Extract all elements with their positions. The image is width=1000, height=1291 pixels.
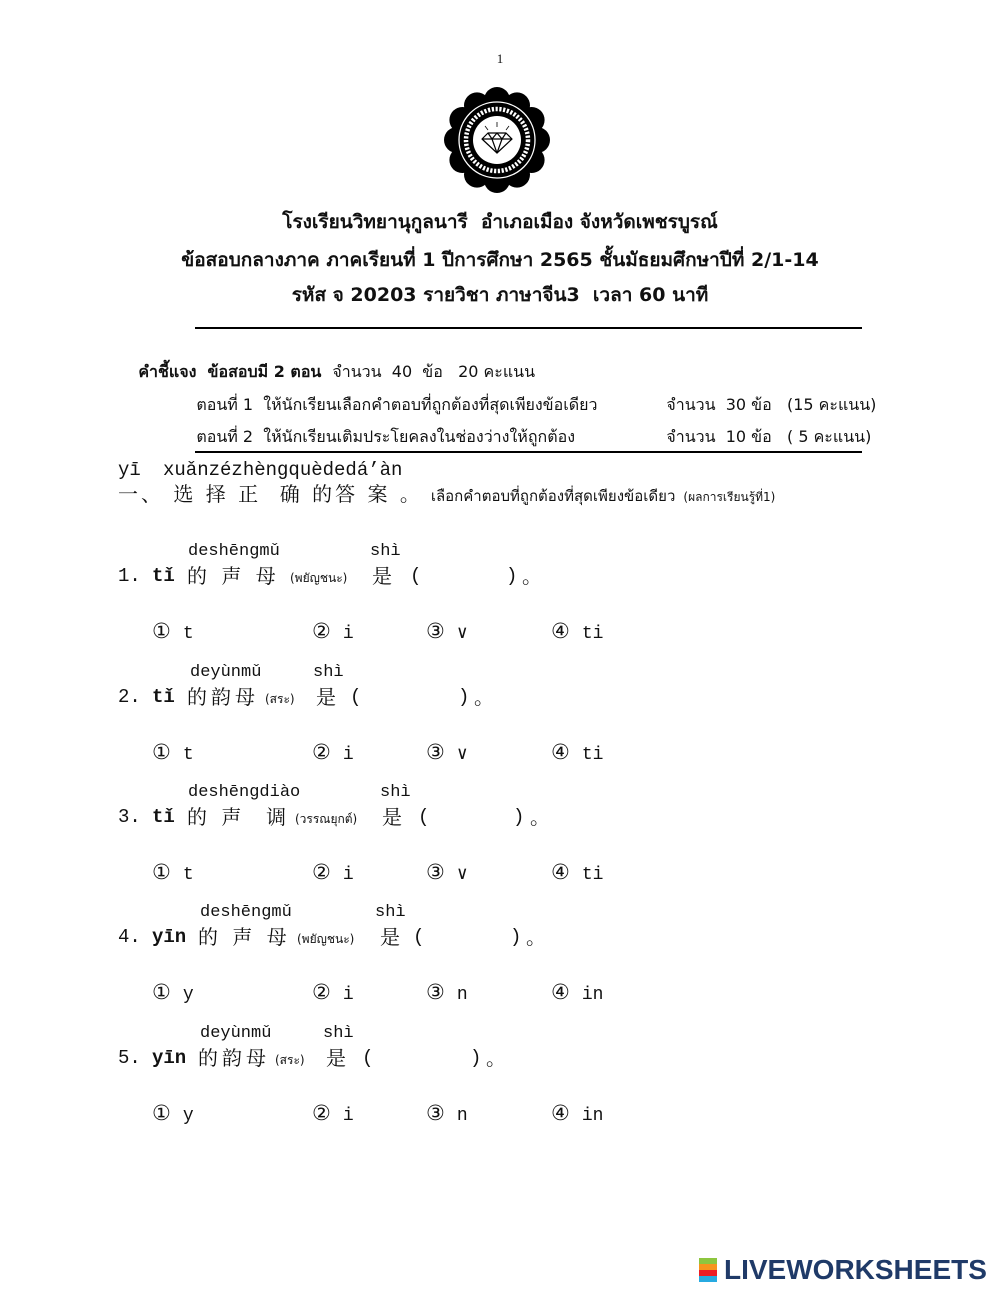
option-text: ti: [581, 624, 604, 644]
question-5: [0, 1022, 1000, 1132]
pinyin-annotation: shì: [323, 1024, 354, 1043]
option-marker: ④: [551, 980, 570, 1004]
section-title-chinese: 一、 选 择 正 确 的答 案 。: [118, 482, 423, 506]
chinese-verb: 是: [382, 805, 406, 829]
option-text: ∨: [456, 745, 468, 765]
pinyin-annotation: deshēngmǔ: [188, 542, 280, 561]
part-description: ตอนที่ 1 ให้นักเรียนเลือกคำตอบที่ถูกต้องที่สุดเพียงข้อเดียว: [196, 395, 598, 414]
pinyin-annotation: shì: [375, 903, 406, 922]
answer-blank[interactable]: [427, 925, 504, 949]
option-marker: ①: [152, 860, 171, 884]
option-marker: ①: [152, 980, 171, 1004]
chinese-verb: 是: [326, 1046, 350, 1070]
option-text: i: [342, 1106, 354, 1126]
option-text: i: [342, 745, 354, 765]
option-marker: ④: [551, 619, 570, 643]
section-heading: [118, 479, 775, 509]
option-marker: ①: [152, 740, 171, 764]
divider-bottom: [195, 451, 862, 453]
pinyin-syllable: tǐ: [152, 686, 175, 708]
option-marker: ③: [426, 1101, 445, 1125]
thai-gloss: (สระ): [275, 1053, 305, 1067]
learning-outcome-note: (ผลการเรียนรู้ที่1): [683, 490, 776, 504]
full-stop: 。: [486, 1046, 510, 1070]
full-stop: 。: [526, 925, 550, 949]
option-marker: ②: [312, 980, 331, 1004]
thai-gloss: (วรรณยุกต์): [295, 812, 358, 826]
option-marker: ④: [551, 860, 570, 884]
option-text: t: [182, 865, 194, 885]
option-4: [551, 1098, 603, 1128]
option-3: [426, 616, 468, 646]
chinese-text: 的韵母: [198, 1046, 270, 1070]
pinyin-syllable: yīn: [152, 1047, 187, 1069]
section-pinyin-title: xuǎnzézhèngquèdedá’àn: [163, 459, 403, 481]
chinese-text: 的 声 母: [187, 564, 280, 588]
chinese-text: 的 声 母: [198, 925, 291, 949]
option-text: n: [456, 1106, 468, 1126]
option-marker: ①: [152, 619, 171, 643]
option-text: n: [456, 985, 468, 1005]
full-stop: 。: [530, 805, 554, 829]
option-1: [152, 977, 194, 1007]
option-1: [152, 616, 194, 646]
option-text: i: [342, 624, 354, 644]
option-marker: ③: [426, 980, 445, 1004]
blank-close-paren: ): [458, 686, 470, 708]
liveworksheets-logo-link[interactable]: [697, 1255, 987, 1285]
liveworksheets-wordmark: LIVEWORKSHEETS: [724, 1254, 987, 1285]
pinyin-annotation: deshēngmǔ: [200, 903, 292, 922]
option-1: [152, 857, 194, 887]
chinese-verb: 是: [372, 564, 396, 588]
chinese-text: 的韵母: [187, 685, 259, 709]
option-text: in: [581, 1106, 604, 1126]
question-4: [0, 901, 1000, 1011]
option-2: [312, 737, 354, 767]
question-3: [0, 781, 1000, 891]
option-3: [426, 1098, 468, 1128]
option-text: t: [182, 624, 194, 644]
option-4: [551, 616, 603, 646]
pinyin-annotation: deyùnmǔ: [190, 663, 262, 682]
option-3: [426, 737, 468, 767]
option-marker: ③: [426, 860, 445, 884]
blank-open-paren: (: [413, 926, 425, 948]
liveworksheets-icon: [697, 1257, 719, 1283]
option-1: [152, 737, 194, 767]
question-number: 5.: [118, 1047, 141, 1069]
option-4: [551, 977, 603, 1007]
chinese-text: 的 声 调: [187, 805, 291, 829]
exam-title: ข้อสอบกลางภาค ภาคเรียนที่ 1 ปีการศึกษา 2565 ชั้นมัธยมศึกษาปีที่ 2/1-14: [181, 249, 819, 271]
option-2: [312, 977, 354, 1007]
blank-open-paren: (: [418, 806, 430, 828]
blank-close-paren: ): [506, 565, 518, 587]
option-3: [426, 857, 468, 887]
option-text: in: [581, 985, 604, 1005]
pinyin-annotation: shì: [370, 542, 401, 561]
part-count: จำนวน 10 ข้อ ( 5 คะแนน): [666, 427, 872, 446]
option-text: y: [182, 985, 194, 1005]
blank-close-paren: ): [513, 806, 525, 828]
page-number: 1: [496, 51, 504, 66]
full-stop: 。: [522, 564, 546, 588]
question-number: 3.: [118, 806, 141, 828]
pinyin-annotation: shì: [313, 663, 344, 682]
section-title-thai: เลือกคำตอบที่ถูกต้องที่สุดเพียงข้อเดียว: [430, 487, 676, 505]
option-marker: ③: [426, 740, 445, 764]
question-number: 4.: [118, 926, 141, 948]
blank-open-paren: (: [410, 565, 422, 587]
option-marker: ①: [152, 1101, 171, 1125]
option-text: y: [182, 1106, 194, 1126]
option-text: ti: [581, 865, 604, 885]
question-1: [0, 540, 1000, 650]
directions-label: คำชี้แจง ข้อสอบมี 2 ตอน: [138, 362, 322, 381]
option-marker: ②: [312, 860, 331, 884]
chinese-verb: 是: [316, 685, 340, 709]
chinese-verb: 是: [380, 925, 404, 949]
directions-summary: จำนวน 40 ข้อ 20 คะแนน: [332, 362, 536, 381]
option-marker: ④: [551, 1101, 570, 1125]
pinyin-syllable: yīn: [152, 926, 187, 948]
option-marker: ②: [312, 1101, 331, 1125]
pinyin-annotation: deshēngdiào: [188, 783, 301, 802]
section-pinyin-number: yī: [118, 459, 141, 481]
question-2: [0, 661, 1000, 771]
question-number: 2.: [118, 686, 141, 708]
blank-open-paren: (: [350, 686, 362, 708]
option-2: [312, 857, 354, 887]
pinyin-annotation: deyùnmǔ: [200, 1024, 272, 1043]
option-marker: ④: [551, 740, 570, 764]
pinyin-syllable: tǐ: [152, 806, 175, 828]
thai-gloss: (พยัญชนะ): [290, 571, 348, 585]
full-stop: 。: [474, 685, 498, 709]
option-2: [312, 1098, 354, 1128]
option-4: [551, 857, 603, 887]
answer-blank[interactable]: [376, 1046, 464, 1070]
option-4: [551, 737, 603, 767]
option-marker: ②: [312, 619, 331, 643]
part-description: ตอนที่ 2 ให้นักเรียนเติมประโยคลงในช่องว่างให้ถูกต้อง: [196, 427, 576, 446]
blank-close-paren: ): [510, 926, 522, 948]
option-text: ∨: [456, 624, 468, 644]
thai-gloss: (พยัญชนะ): [297, 932, 355, 946]
divider-top: [195, 327, 862, 329]
course-info: รหัส จ 20203 รายวิชา ภาษาจีน3 เวลา 60 นาที: [291, 284, 709, 306]
option-3: [426, 977, 468, 1007]
school-name: โรงเรียนวิทยานุกูลนารี อำเภอเมือง จังหวัดเพชรบูรณ์: [282, 211, 718, 233]
option-marker: ②: [312, 740, 331, 764]
pinyin-annotation: shì: [380, 783, 411, 802]
option-text: ti: [581, 745, 604, 765]
option-text: i: [342, 985, 354, 1005]
option-marker: ③: [426, 619, 445, 643]
option-text: ∨: [456, 865, 468, 885]
thai-gloss: (สระ): [265, 692, 295, 706]
blank-open-paren: (: [362, 1047, 374, 1069]
school-logo: [442, 84, 552, 196]
answer-blank[interactable]: [364, 685, 452, 709]
answer-blank[interactable]: [424, 564, 500, 588]
option-2: [312, 616, 354, 646]
option-1: [152, 1098, 194, 1128]
answer-blank[interactable]: [432, 805, 507, 829]
part-count: จำนวน 30 ข้อ (15 คะแนน): [666, 395, 877, 414]
pinyin-syllable: tǐ: [152, 565, 175, 587]
question-number: 1.: [118, 565, 141, 587]
option-text: t: [182, 745, 194, 765]
option-text: i: [342, 865, 354, 885]
blank-close-paren: ): [470, 1047, 482, 1069]
